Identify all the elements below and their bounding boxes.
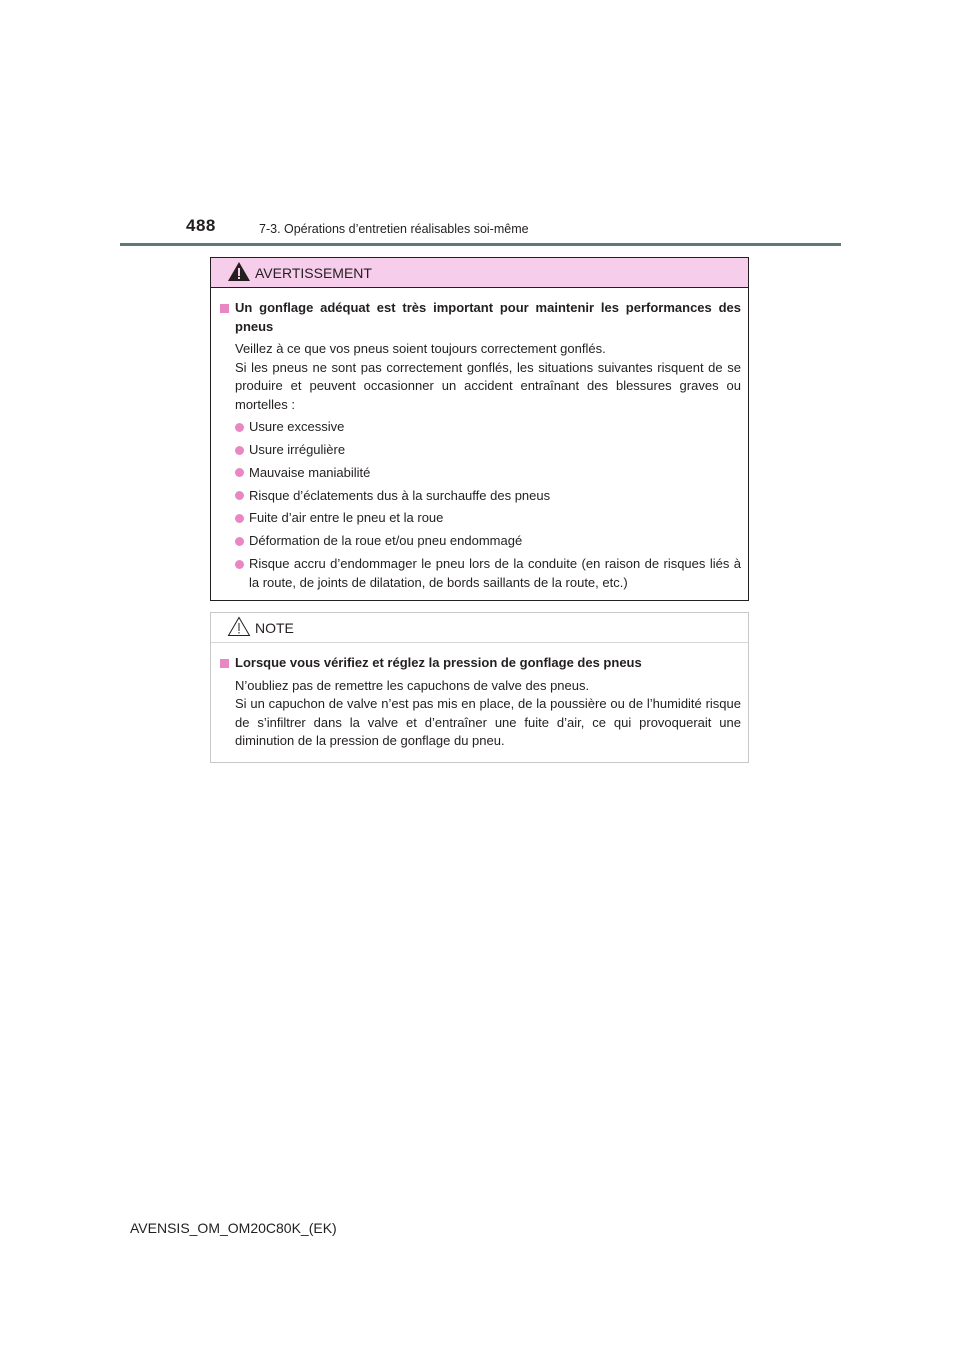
warning-bullet-list [235,418,741,592]
note-paragraph: N’oubliez pas de remettre les capuchons de valve des pneus. [235,677,590,693]
list-item-text: Usure irrégulière [249,442,346,458]
warning-box [210,257,749,601]
list-item-text: Mauvaise maniabilité [249,464,371,480]
round-bullet-icon [235,446,244,455]
list-item-text: Risque accru d’endommager le pneu lors de la conduite (en raison de risques liés à la route, de joints de dilatation, de bords saillants de la route, etc.) [249,556,741,590]
list-item-text: Usure excessive [249,419,345,435]
list-item [235,464,741,483]
list-item-text: Risque d’éclatements dus à la surchauffe des pneus [249,487,551,503]
list-item-text: Fuite d’air entre le pneu et la roue [249,510,444,526]
round-bullet-icon [235,423,244,432]
list-item [235,532,741,551]
section-title: 7-3. Opérations d’entretien réalisables soi-même [259,222,529,236]
list-item [235,555,741,592]
warning-heading-row [220,299,741,336]
list-item [235,441,741,460]
note-heading: Lorsque vous vérifiez et réglez la pression de gonflage des pneus [235,655,642,670]
header-divider [120,243,841,246]
list-item-text: Déformation de la roue et/ou pneu endommagé [249,533,523,549]
note-paragraph: Si un capuchon de valve n’est pas mis en place, de la poussière ou de l’humidité risque de s’infiltrer dans la valve et d’entraîner une fuite d’air, ce qui provoquerait une diminution de la pression de gonflage du pneu. [235,696,741,748]
warning-paragraph: Veillez à ce que vos pneus soient toujours correctement gonflés. [235,341,606,356]
warning-title: AVERTISSEMENT [255,264,372,281]
warning-heading: Un gonflage adéquat est très important pour maintenir les performances des pneus [235,300,741,334]
note-body [211,643,748,751]
warning-body [211,288,748,592]
round-bullet-icon [235,537,244,546]
warning-triangle-filled-icon [227,261,255,285]
warning-paragraphs [235,340,741,592]
note-heading-row [220,654,741,673]
warning-paragraph: Si les pneus ne sont pas correctement gonflés, les situations suivantes risquent de se produire et peuvent occasionner un accident entraînant des blessures graves ou mortelles : [235,359,741,412]
square-bullet-icon [220,304,229,313]
round-bullet-icon [235,514,244,523]
round-bullet-icon [235,560,244,569]
note-paragraphs [235,677,741,751]
document-code: AVENSIS_OM_OM20C80K_(EK) [130,1220,337,1236]
list-item [235,418,741,437]
note-box [210,612,749,763]
round-bullet-icon [235,491,244,500]
page-number: 488 [186,216,216,235]
list-item [235,509,741,528]
warning-header [211,258,748,288]
list-item [235,487,741,506]
note-header [211,613,748,643]
round-bullet-icon [235,468,244,477]
warning-triangle-outline-icon [227,616,255,640]
note-title: NOTE [255,619,294,636]
square-bullet-icon [220,659,229,668]
